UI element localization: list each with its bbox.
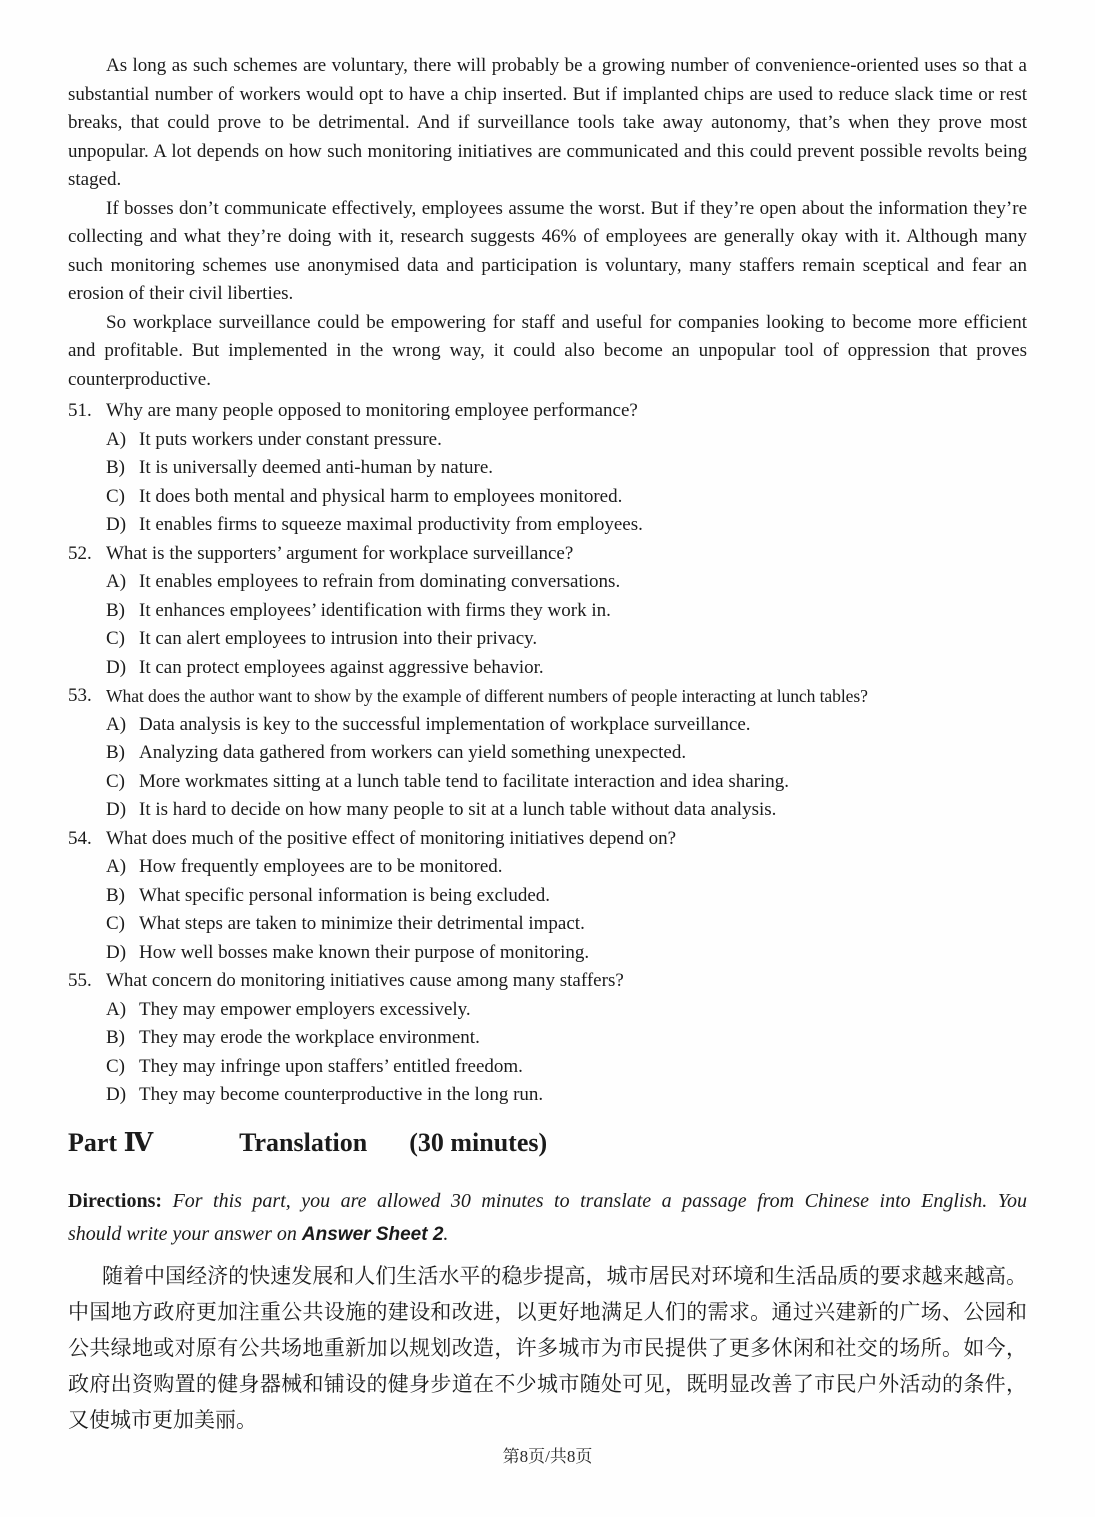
part4-duration: (30 minutes)	[409, 1127, 548, 1157]
option-label: C)	[106, 485, 125, 507]
question-number: 55.	[68, 970, 92, 991]
question-head	[68, 397, 1027, 426]
option-row	[68, 1081, 1027, 1110]
option-label: C)	[106, 770, 125, 792]
option-text: It can protect employees against aggressive behavior.	[139, 656, 544, 678]
option-text: They may infringe upon staffers’ entitled freedom.	[139, 1055, 523, 1077]
question-list	[68, 397, 1027, 1110]
option-text: More workmates sitting at a lunch table tend to facilitate interaction and idea sharing.	[139, 770, 790, 792]
directions-label: Directions:	[68, 1189, 163, 1212]
directions-text: .	[443, 1222, 449, 1245]
question-head	[68, 540, 1027, 569]
question-head	[68, 682, 1027, 711]
directions-line1	[68, 1185, 1027, 1218]
question-text: What concern do monitoring initiatives cause among many staffers?	[106, 970, 624, 991]
question-number: 52.	[68, 542, 92, 564]
question-item-54	[68, 825, 1027, 968]
option-row	[68, 1053, 1027, 1082]
option-row	[68, 910, 1027, 939]
option-row	[68, 568, 1027, 597]
option-row	[68, 996, 1027, 1025]
option-label: B)	[106, 457, 125, 478]
option-text: What steps are taken to minimize their detrimental impact.	[139, 913, 585, 934]
option-text: Data analysis is key to the successful implementation of workplace surveillance.	[139, 713, 751, 735]
option-text: It is hard to decide on how many people to sit at a lunch table without data analysis.	[139, 799, 777, 820]
question-item-51	[68, 397, 1027, 540]
option-label: A)	[106, 428, 127, 450]
option-text: How frequently employees are to be monitored.	[139, 856, 503, 877]
option-text: It is universally deemed anti-human by nature.	[139, 457, 494, 478]
option-label: A)	[106, 998, 127, 1020]
option-row	[68, 454, 1027, 483]
option-row	[68, 711, 1027, 740]
option-text: They may become counterproductive in the long run.	[139, 1084, 544, 1105]
option-text: It can alert employees to intrusion into their privacy.	[139, 628, 538, 649]
option-row	[68, 625, 1027, 654]
option-label: B)	[106, 884, 125, 906]
page-content	[68, 52, 1027, 1438]
page-indicator: 第8页/共8页	[502, 1447, 593, 1466]
option-label: B)	[106, 599, 125, 621]
option-row	[68, 796, 1027, 825]
directions-text: should write your answer on	[68, 1222, 302, 1245]
question-head	[68, 825, 1027, 854]
directions-block	[68, 1185, 1027, 1251]
part4-heading	[68, 1127, 1027, 1159]
option-label: D)	[106, 941, 127, 963]
option-label: D)	[106, 799, 127, 820]
answer-sheet-emphasis: Answer Sheet 2	[301, 1223, 444, 1245]
question-item-53	[68, 682, 1027, 825]
option-text: It enables firms to squeeze maximal productivity from employees.	[139, 514, 643, 535]
option-row	[68, 882, 1027, 911]
question-item-52	[68, 540, 1027, 683]
option-label: A)	[106, 713, 127, 735]
option-row	[68, 853, 1027, 882]
question-number: 51.	[68, 400, 92, 421]
option-row	[68, 654, 1027, 683]
passage-paragraph: As long as such schemes are voluntary, there will probably be a growing number of convenience-oriented uses so that a substantial number of workers would opt to have a chip inserted. But if implanted chips are used to reduce slack time or rest breaks, that could prove to be detrimental. And if surveillance tools take away autonomy, that’s when they prove most unpopular. A lot depends on how such monitoring initiatives are communicated and this could prevent possible revolts being staged.	[68, 55, 1027, 190]
question-text: What does much of the positive effect of monitoring initiatives depend on?	[106, 827, 677, 849]
option-text: It enhances employees’ identification with firms they work in.	[139, 599, 611, 621]
translation-passage: 随着中国经济的快速发展和人们生活水平的稳步提高，城市居民对环境和生活品质的要求越来越高。中国地方政府更加注重公共设施的建设和改进，以更好地满足人们的需求。通过兴建新的广场、公园和公共绿地或对原有公共场地重新加以规划改造，许多城市为市民提供了更多休闲和社交的场所。如今，政府出资购置的健身器械和铺设的健身步道在不少城市随处可见，既明显改善了市民户外活动的条件，又使城市更加美丽。	[68, 1263, 1027, 1432]
directions-text: For this part, you are allowed 30 minutes to translate a passage from Chinese into English. You	[172, 1189, 1028, 1212]
passage-paragraph: If bosses don’t communicate effectively, employees assume the worst. But if they’re open about the information they’re collecting and what they’re doing with it, research suggests 46% of employees are generally okay with it. Although many such monitoring schemes use anonymised data and participation is voluntary, many staffers remain sceptical and fear an erosion of their civil liberties.	[68, 197, 1027, 304]
part4-label: Part Ⅳ	[68, 1127, 154, 1157]
option-text: What specific personal information is being excluded.	[139, 884, 551, 906]
question-text: What does the author want to show by the example of different numbers of people interacting at lunch tables?	[106, 686, 868, 706]
option-label: C)	[106, 913, 125, 934]
option-text: It does both mental and physical harm to employees monitored.	[139, 485, 623, 507]
option-row	[68, 483, 1027, 512]
option-text: They may erode the workplace environment.	[139, 1027, 480, 1048]
option-label: B)	[106, 742, 125, 763]
option-text: It puts workers under constant pressure.	[139, 428, 442, 450]
question-item-55	[68, 967, 1027, 1110]
option-text: They may empower employers excessively.	[139, 998, 471, 1020]
option-label: D)	[106, 656, 127, 678]
reading-passage	[68, 52, 1027, 394]
option-row	[68, 426, 1027, 455]
question-head	[68, 967, 1027, 996]
passage-paragraph: So workplace surveillance could be empowering for staff and useful for companies looking to become more efficient and profitable. But implemented in the wrong way, it could also become an unpopular tool of oppression that proves counterproductive.	[68, 311, 1027, 390]
part4-title: Translation	[239, 1127, 368, 1157]
option-text: How well bosses make known their purpose of monitoring.	[139, 941, 590, 963]
question-number: 54.	[68, 827, 92, 849]
page-footer	[0, 1442, 1095, 1467]
option-label: D)	[106, 514, 127, 535]
option-text: It enables employees to refrain from dominating conversations.	[139, 571, 621, 592]
option-label: B)	[106, 1027, 125, 1048]
option-text: Analyzing data gathered from workers can yield something unexpected.	[139, 742, 687, 763]
option-label: D)	[106, 1084, 127, 1105]
question-text: Why are many people opposed to monitoring employee performance?	[106, 400, 638, 421]
option-label: C)	[106, 1055, 125, 1077]
option-row	[68, 939, 1027, 968]
option-row	[68, 768, 1027, 797]
option-label: A)	[106, 571, 127, 592]
directions-line2	[68, 1218, 1027, 1251]
option-label: C)	[106, 628, 125, 649]
option-label: A)	[106, 856, 127, 877]
question-number: 53.	[68, 685, 92, 706]
option-row	[68, 1024, 1027, 1053]
option-row	[68, 739, 1027, 768]
option-row	[68, 511, 1027, 540]
option-row	[68, 597, 1027, 626]
question-text: What is the supporters’ argument for workplace surveillance?	[106, 542, 574, 564]
